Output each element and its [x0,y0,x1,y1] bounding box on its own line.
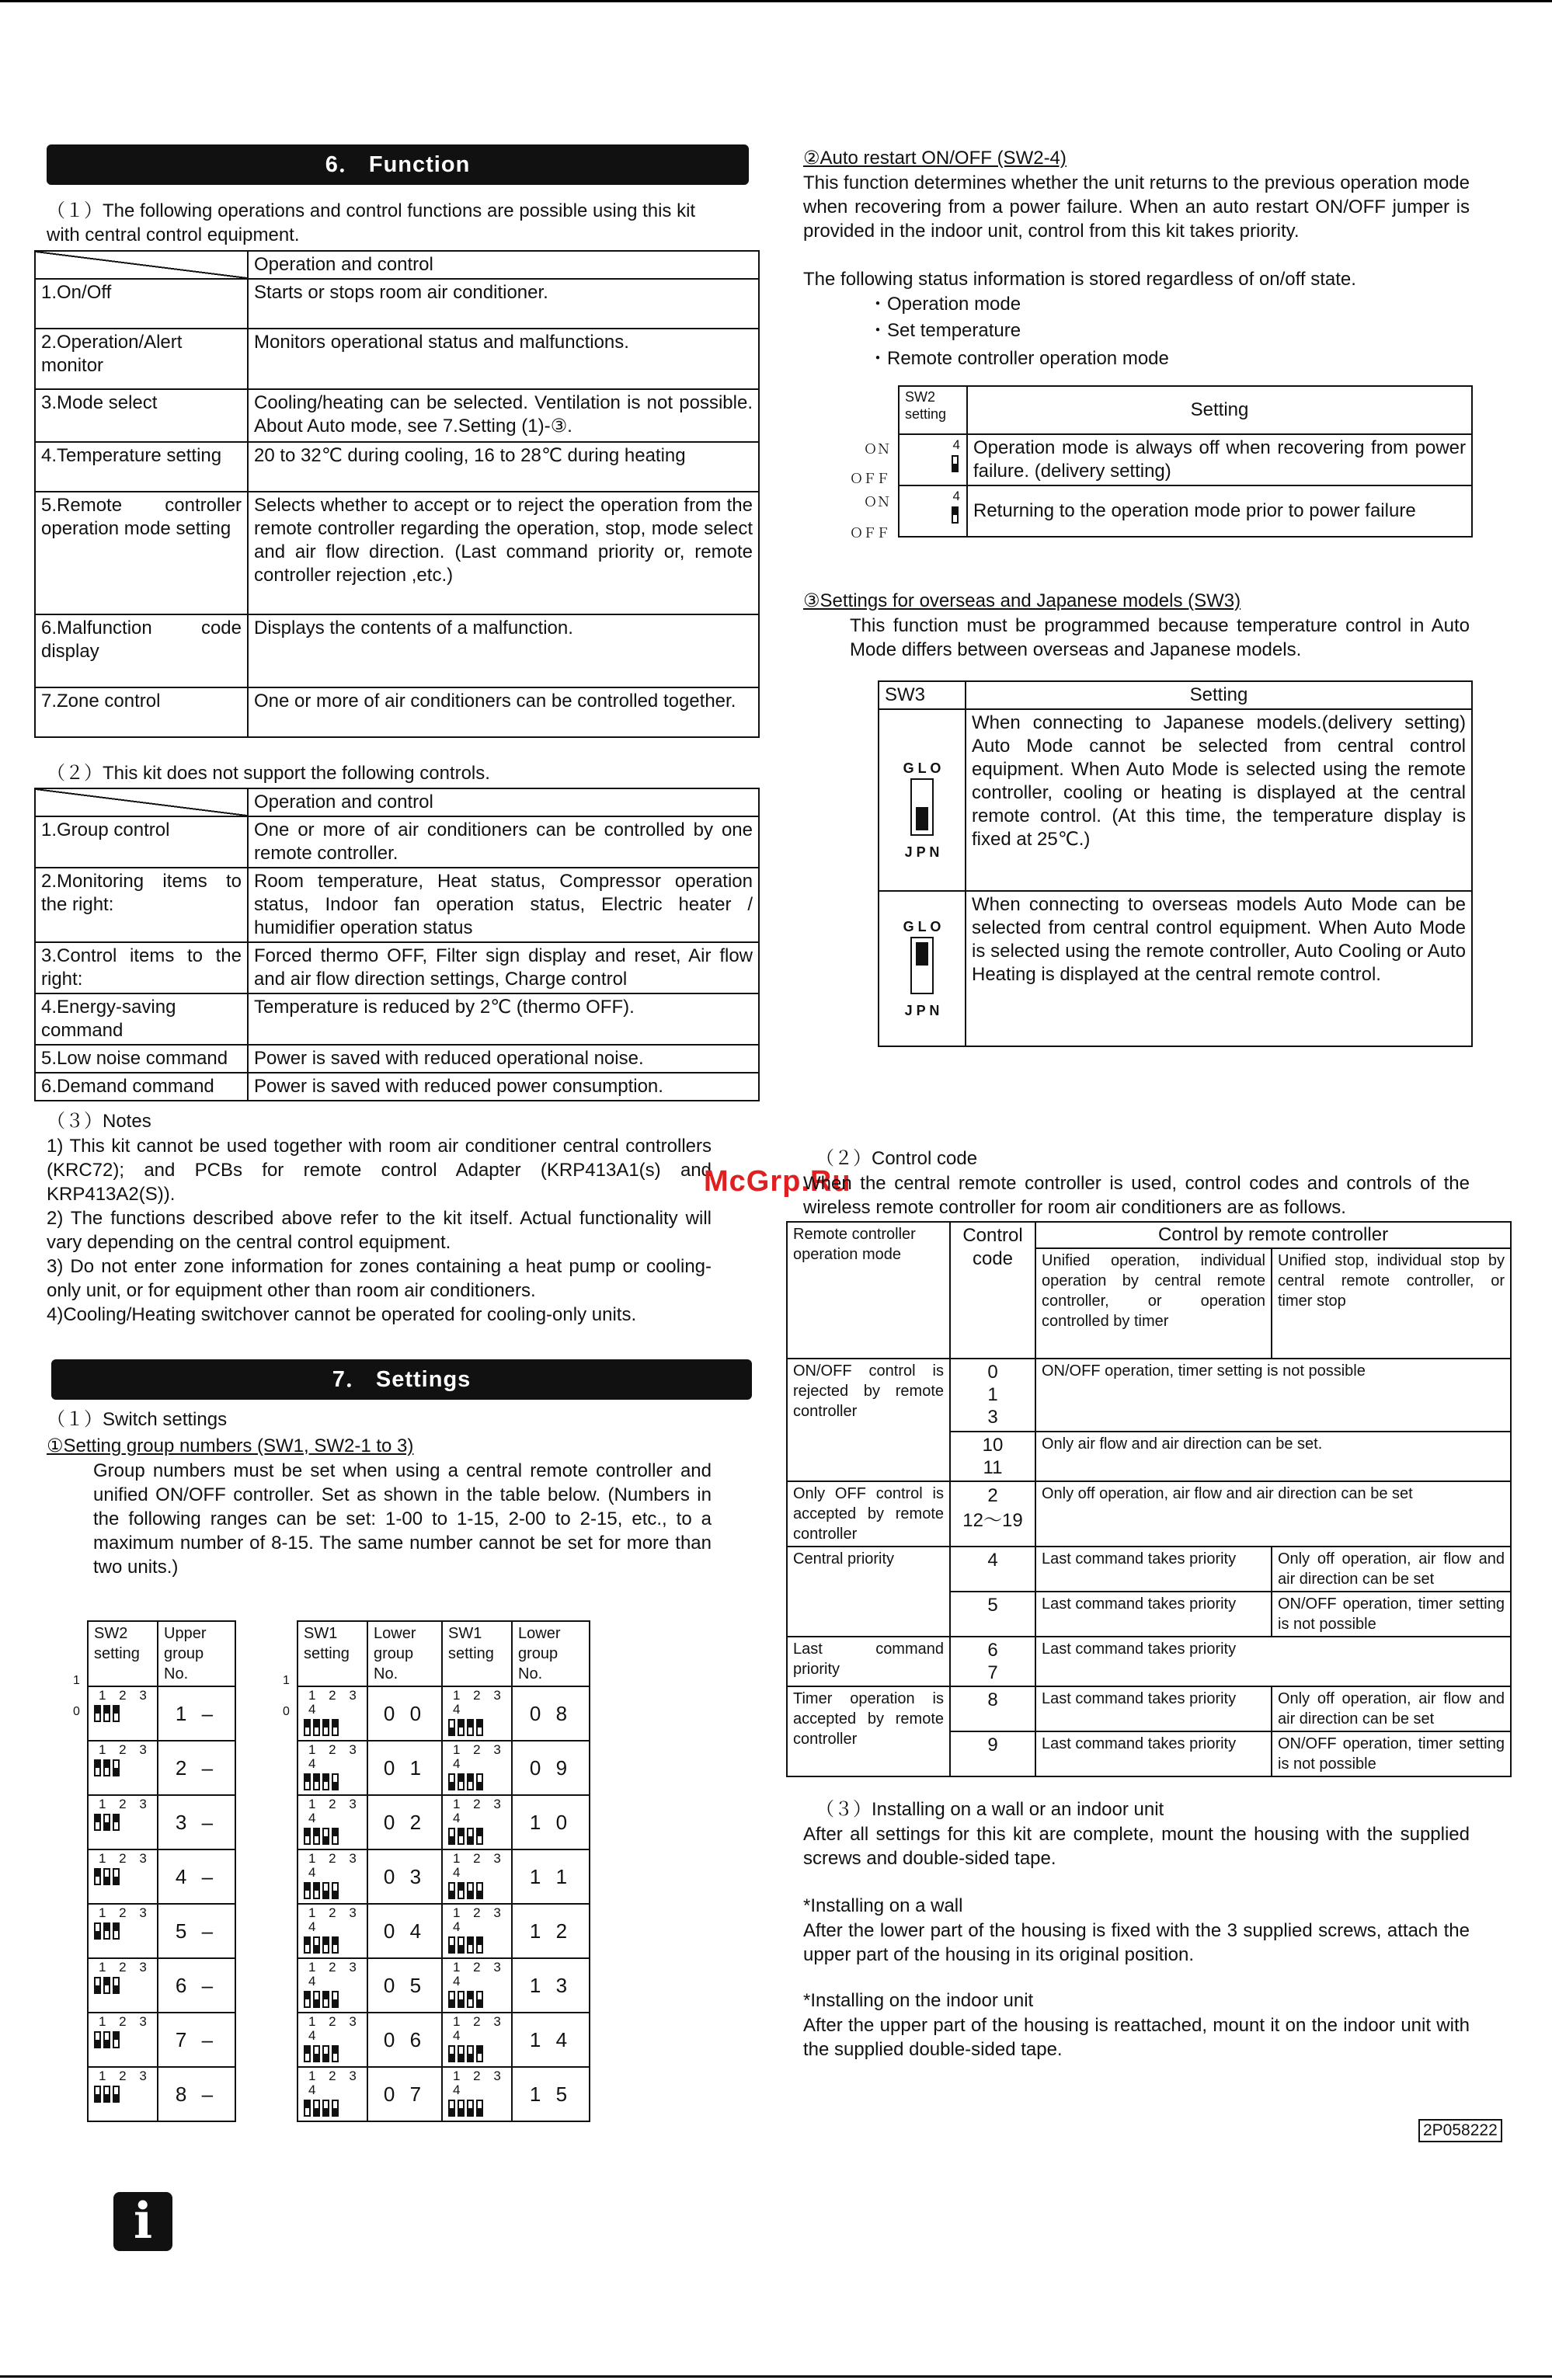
setting-header: Setting [966,681,1472,709]
function-intro: （１）The following operations and control functions are possible using this kit with central control equipment. [47,200,696,245]
lower-group: 1 4 [512,2013,590,2067]
upper-group: 5 – [158,1904,235,1958]
sw1-dip [442,1741,512,1795]
dip-switch [304,1882,339,1899]
row-desc: Displays the contents of a malfunction. [248,614,759,687]
r6-codes: 6 7 [950,1637,1035,1686]
sw2-4-row1: Operation mode is always off when recovering from power failure. (delivery setting) [967,434,1472,485]
dip-switch [448,1828,483,1845]
r8-a: Last command takes priority [1035,1731,1272,1776]
dip-numbers: 1 2 3 4 [453,2014,506,2043]
unsupported-intro: （２）This kit does not support the following controls. [47,763,490,784]
notes-title: （３）Notes [47,1111,151,1132]
sw2-4-row2: Returning to the operation mode prior to power failure [967,485,1472,537]
lower-group: 0 2 [367,1795,442,1849]
sw1-dip [442,2013,512,2067]
setting-header: Setting [967,386,1472,434]
h-unified-stop: Unified stop, individual stop by central remote controller, or timer stop [1272,1248,1511,1359]
r1-codes: 0 1 3 [950,1359,1035,1432]
sw1-dip [298,1741,367,1795]
h-mode: Remote controller operation mode [787,1222,950,1359]
sw2-side-0: 0 [73,1705,80,1718]
dip-switch [304,1719,339,1736]
control-code-heading: （２）Control code [816,1148,978,1169]
sw1-dip [298,2067,367,2121]
sw3-header: SW3 [879,681,966,709]
dip-switch [94,1922,120,1940]
dip-switch [94,2086,120,2103]
dip-switch [448,1882,483,1899]
sw2-4-table [898,385,1473,538]
row-desc: Cooling/heating can be selected. Ventilation is not possible. About Auto mode, see 7.Setting (1)-③. [248,389,759,442]
lower-group: 0 8 [512,1686,590,1741]
note-1: 1) This kit cannot be used together with room air conditioner central controllers (KRC72); and PCBs for remote control Adapter (KRP413A1(s) and KRP413A2(S)). [47,1136,712,1205]
group-text: Group numbers must be set when using a central remote controller and unified ON/OFF controller. Set as shown in the table below. (Numbers in the following ranges can be set: 1-00 to 1-15, 2-00 to 2-15, etc., to a maximum number of 8-15. The same number cannot be set for more than two units.) [93,1460,712,1578]
sw1-dip [298,1686,367,1741]
sw2-dip [88,1849,158,1904]
dip-numbers: 1 2 3 [99,1797,151,1811]
lower-group: 1 0 [512,1795,590,1849]
jpn-label: J P N [904,1003,940,1018]
row-desc: One or more of air conditioners can be controlled together. [248,687,759,737]
watermark: McGrp.Ru [704,1165,851,1198]
lower-group: 1 2 [512,1904,590,1958]
installing-text: After all settings for this kit are complete, mount the housing with the supplied screws and double-sided tape. [803,1824,1470,1869]
upper-header: Upper group No. [158,1621,235,1686]
off-label: ＯＦＦ [850,471,889,486]
dip-numbers: 1 2 3 [99,1742,151,1757]
sw3-table [878,680,1473,1047]
sw1-dip [442,1958,512,2013]
row-name: 6.Demand command [35,1073,248,1101]
sw1-dip [298,1904,367,1958]
row-name: 5.Low noise command [35,1045,248,1073]
sw2-header: SW2 setting [88,1621,158,1686]
dip-numbers: 1 2 3 [99,1905,151,1920]
lower-header: Lower group No. [367,1621,442,1686]
dip-switch [94,1705,120,1722]
row-name: 3.Mode select [35,389,248,442]
note-4: 4)Cooling/Heating switchover cannot be operated for cooling-only units. [47,1304,637,1325]
row-desc: One or more of air conditioners can be controlled by one remote controller. [248,816,759,868]
sw2-setting-header: SW2 setting [899,386,967,434]
info-icon: i [113,2192,172,2251]
on-label: ＯＮ [864,495,890,510]
table-header: Operation and control [248,251,759,279]
top-rule [0,0,1552,2]
dip-switch [94,1977,120,1994]
dip-numbers: 1 2 3 4 [453,2069,506,2097]
glo-label: G L O [903,760,941,776]
sw1-dip [298,1958,367,2013]
row-name: 4.Temperature setting [35,442,248,492]
upper-group: 2 – [158,1741,235,1795]
dip-numbers: 1 2 3 [99,1960,151,1975]
dip-numbers: 1 2 3 [99,1688,151,1703]
row-desc: 20 to 32℃ during cooling, 16 to 28℃ during heating [248,442,759,492]
row-name: 3.Control items to the right: [35,942,248,993]
dip-numbers: 1 2 3 4 [308,2014,361,2043]
r6-mode: Last command priority [787,1637,950,1686]
sw1-header: SW1 setting [298,1621,367,1686]
r4-a: Last command takes priority [1035,1547,1272,1592]
r8-b: ON/OFF operation, timer setting is not possible [1272,1731,1511,1776]
function-table [34,250,760,738]
sw1-dip [298,2013,367,2067]
dip-switch [952,506,959,524]
installing-heading: （３）Installing on a wall or an indoor unit [816,1799,1164,1820]
group-heading: ①Setting group numbers (SW1, SW2-1 to 3) [47,1435,414,1456]
dip-switch [94,1759,120,1776]
sw2-dip [88,2067,158,2121]
dip-numbers: 1 2 3 [99,2014,151,2029]
off-label: ＯＦＦ [850,526,889,541]
r3-mode: Only OFF control is accepted by remote controller [787,1481,950,1547]
dip-numbers: 1 2 3 4 [308,1905,361,1934]
row-name: 5.Remote controller operation mode setting [35,492,248,614]
dip-numbers: 1 2 3 4 [453,1905,506,1934]
row-desc: Forced thermo OFF, Filter sign display and reset, Air flow and air flow direction settings, Charge control [248,942,759,993]
sw3-glo-switch [879,891,966,1046]
row-desc: Temperature is reduced by 2℃ (thermo OFF). [248,993,759,1045]
sw1-dip [442,1686,512,1741]
lower-group: 0 0 [367,1686,442,1741]
dip-numbers: 1 2 3 4 [308,1797,361,1825]
dip-numbers: 1 2 3 4 [308,2069,361,2097]
dip-switch [304,2100,339,2117]
sw1-dip [298,1795,367,1849]
unsupported-table [34,788,760,1101]
auto-restart-text: This function determines whether the unit returns to the previous operation mode when recovering from a power failure. When an auto restart ON/OFF jumper is provided in the indoor unit, control from this kit takes priority. [803,172,1470,242]
sw3-jpn-switch [879,709,966,891]
r7-mode: Timer operation is accepted by remote controller [787,1686,950,1776]
note-2: 2) The functions described above refer to the kit itself. Actual functionality will vary depending on the central control equipment. [47,1208,712,1253]
row-desc: Starts or stops room air conditioner. [248,279,759,329]
row-desc: Power is saved with reduced power consumption. [248,1073,759,1101]
sw2-dip [88,2013,158,2067]
row-desc: Selects whether to accept or to reject the operation from the remote controller regarding the operation, stop, mode select and air flow direction. (Last command priority or, remote controller rejection ,etc.) [248,492,759,614]
function-banner: 6． Function [47,144,749,185]
sw1-dip [442,1795,512,1849]
r3-codes: 2 12～19 [950,1481,1035,1547]
sw1-dip [442,2067,512,2121]
sw1-side-0: 0 [283,1705,290,1718]
sw1-side-1: 1 [283,1674,290,1687]
r2-codes: 10 11 [950,1432,1035,1481]
dip-numbers: 1 2 3 4 [453,1851,506,1880]
upper-group: 8 – [158,2067,235,2121]
dip-switch [304,1991,339,2008]
on-label: ＯＮ [864,442,890,457]
r7-code: 8 [950,1686,1035,1731]
row-name: 4.Energy-saving command [35,993,248,1045]
sw2-dip [88,1686,158,1741]
lower-group: 0 4 [367,1904,442,1958]
dip-switch [304,1936,339,1954]
wall-title: *Installing on a wall [803,1895,963,1916]
dip-numbers: 1 2 3 4 [308,1742,361,1771]
switch-settings-title: （１）Switch settings [47,1409,228,1430]
dip-switch [448,1773,483,1790]
sw2-side-1: 1 [73,1674,80,1687]
note-3: 3) Do not enter zone information for zones containing a heat pump or cooling-only unit, or for equipment other than room air conditioners. [47,1256,712,1301]
lower-group: 0 5 [367,1958,442,2013]
row-name: 1.Group control [35,816,248,868]
dip-switch [448,2045,483,2062]
dip-switch [304,1828,339,1845]
dip-numbers: 1 2 3 4 [308,1960,361,1989]
upper-group: 4 – [158,1849,235,1904]
upper-group: 1 – [158,1686,235,1741]
overseas-text: This function must be programmed because temperature control in Auto Mode differs between overseas and Japanese models. [850,615,1470,660]
row-name: 2.Operation/Alert monitor [35,329,248,389]
jpn-label: J P N [904,844,940,860]
control-code-table [786,1221,1512,1777]
glo-label: G L O [903,919,941,934]
sw1-dip [298,1849,367,1904]
upper-group: 6 – [158,1958,235,2013]
switch-number: 4 [952,489,960,503]
bottom-rule [0,2375,1552,2378]
dip-numbers: 1 2 3 4 [453,1960,506,1989]
r2-text: Only air flow and air direction can be set. [1035,1432,1511,1481]
wall-text: After the lower part of the housing is fixed with the 3 supplied screws, attach the upper part of the housing in its original position. [803,1920,1470,1965]
control-code-text: When the central remote controller is used, control codes and controls of the wireless remote controller for room air conditioners are as follows. [803,1173,1470,1218]
dip-switch [448,2100,483,2117]
sw2-dip [88,1795,158,1849]
sw2-dip [88,1904,158,1958]
sw2-4-off-switch [899,434,967,485]
row-name: 1.On/Off [35,279,248,329]
dip-numbers: 1 2 3 4 [453,1797,506,1825]
table-header: Operation and control [248,788,759,816]
dip-switch [94,2031,120,2048]
lower-group: 0 6 [367,2013,442,2067]
r7-b: Only off operation, air flow and air direction can be set [1272,1686,1511,1731]
lower-group: 0 9 [512,1741,590,1795]
h-unified-op: Unified operation, individual operation by central remote controller, or operation controlled by timer [1035,1248,1272,1359]
dip-switch [448,1991,483,2008]
row-name: 6.Malfunction code display [35,614,248,687]
dip-switch [94,1868,120,1885]
r8-code: 9 [950,1731,1035,1776]
r3-text: Only off operation, air flow and air direction can be set [1035,1481,1511,1547]
sw2-dip [88,1741,158,1795]
stored-item: ・Remote controller operation mode [868,348,1169,369]
dip-switch [448,1936,483,1954]
diag-cell [35,251,248,279]
indoor-title: *Installing on the indoor unit [803,1990,1034,2011]
lower-group: 0 3 [367,1849,442,1904]
r5-code: 5 [950,1592,1035,1637]
row-name: 2.Monitoring items to the right: [35,868,248,942]
r4-code: 4 [950,1547,1035,1592]
sw3-row2: When connecting to overseas models Auto Mode can be selected from central control equipment. When Auto Mode is selected using the remote controller, Auto Cooling or Auto Heating is displayed at the central remote control. [966,891,1472,1046]
sw2-4-on-switch [899,485,967,537]
dip-switch [304,1773,339,1790]
r5-b: ON/OFF operation, timer setting is not possible [1272,1592,1511,1637]
sw1-group-table [297,1620,590,2122]
dip-numbers: 1 2 3 [99,2069,151,2083]
sw1-dip [442,1904,512,1958]
sw3-switch-body [910,778,934,836]
sw1-header: SW1 setting [442,1621,512,1686]
upper-group: 3 – [158,1795,235,1849]
dip-switch [304,2045,339,2062]
dip-switch [952,455,959,472]
switch-number: 4 [952,437,960,452]
stored-item: ・Set temperature [868,320,1021,341]
r6-text: Last command takes priority [1035,1637,1511,1686]
doc-code: 2P058222 [1418,2119,1502,2142]
row-desc: Room temperature, Heat status, Compressor operation status, Indoor fan operation status, Electric heater / humidifier operation status [248,868,759,942]
r4-mode: Central priority [787,1547,950,1637]
auto-restart-stored: The following status information is stored regardless of on/off state. [803,269,1356,290]
overseas-heading: ③Settings for overseas and Japanese models (SW3) [803,590,1241,611]
indoor-text: After the upper part of the housing is reattached, mount it on the indoor unit with the supplied double-sided tape. [803,2015,1470,2060]
dip-numbers: 1 2 3 4 [308,1688,361,1717]
dip-numbers: 1 2 3 4 [453,1688,506,1717]
r7-a: Last command takes priority [1035,1686,1272,1731]
lower-group: 1 5 [512,2067,590,2121]
row-desc: Power is saved with reduced operational noise. [248,1045,759,1073]
diag-cell [35,788,248,816]
settings-banner: 7． Settings [51,1359,752,1400]
lower-group: 0 7 [367,2067,442,2121]
stored-item: ・Operation mode [868,294,1021,315]
dip-switch [94,1814,120,1831]
sw2-group-table [87,1620,236,2122]
dip-numbers: 1 2 3 4 [308,1851,361,1880]
row-name: 7.Zone control [35,687,248,737]
dip-numbers: 1 2 3 [99,1851,151,1866]
dip-switch [448,1719,483,1736]
sw3-switch-body [910,937,934,994]
auto-restart-heading: ②Auto restart ON/OFF (SW2-4) [803,148,1067,169]
lower-group: 0 1 [367,1741,442,1795]
r4-b: Only off operation, air flow and air direction can be set [1272,1547,1511,1592]
lower-group: 1 1 [512,1849,590,1904]
lower-group: 1 3 [512,1958,590,2013]
lower-header: Lower group No. [512,1621,590,1686]
sw1-dip [442,1849,512,1904]
dip-numbers: 1 2 3 4 [453,1742,506,1771]
r1-text: ON/OFF operation, timer setting is not possible [1035,1359,1511,1432]
h-code: Control code [950,1222,1035,1359]
sw2-dip [88,1958,158,2013]
row-desc: Monitors operational status and malfunctions. [248,329,759,389]
sw3-row1: When connecting to Japanese models.(delivery setting) Auto Mode cannot be selected from central control equipment. When Auto Mode is selected using the remote controller, cooling or heating is displayed at the central remote control. (At this time, the temperature display is fixed at 25℃.) [966,709,1472,891]
upper-group: 7 – [158,2013,235,2067]
r5-a: Last command takes priority [1035,1592,1272,1637]
r1-mode: ON/OFF control is rejected by remote controller [787,1359,950,1481]
h-control: Control by remote controller [1035,1222,1511,1248]
